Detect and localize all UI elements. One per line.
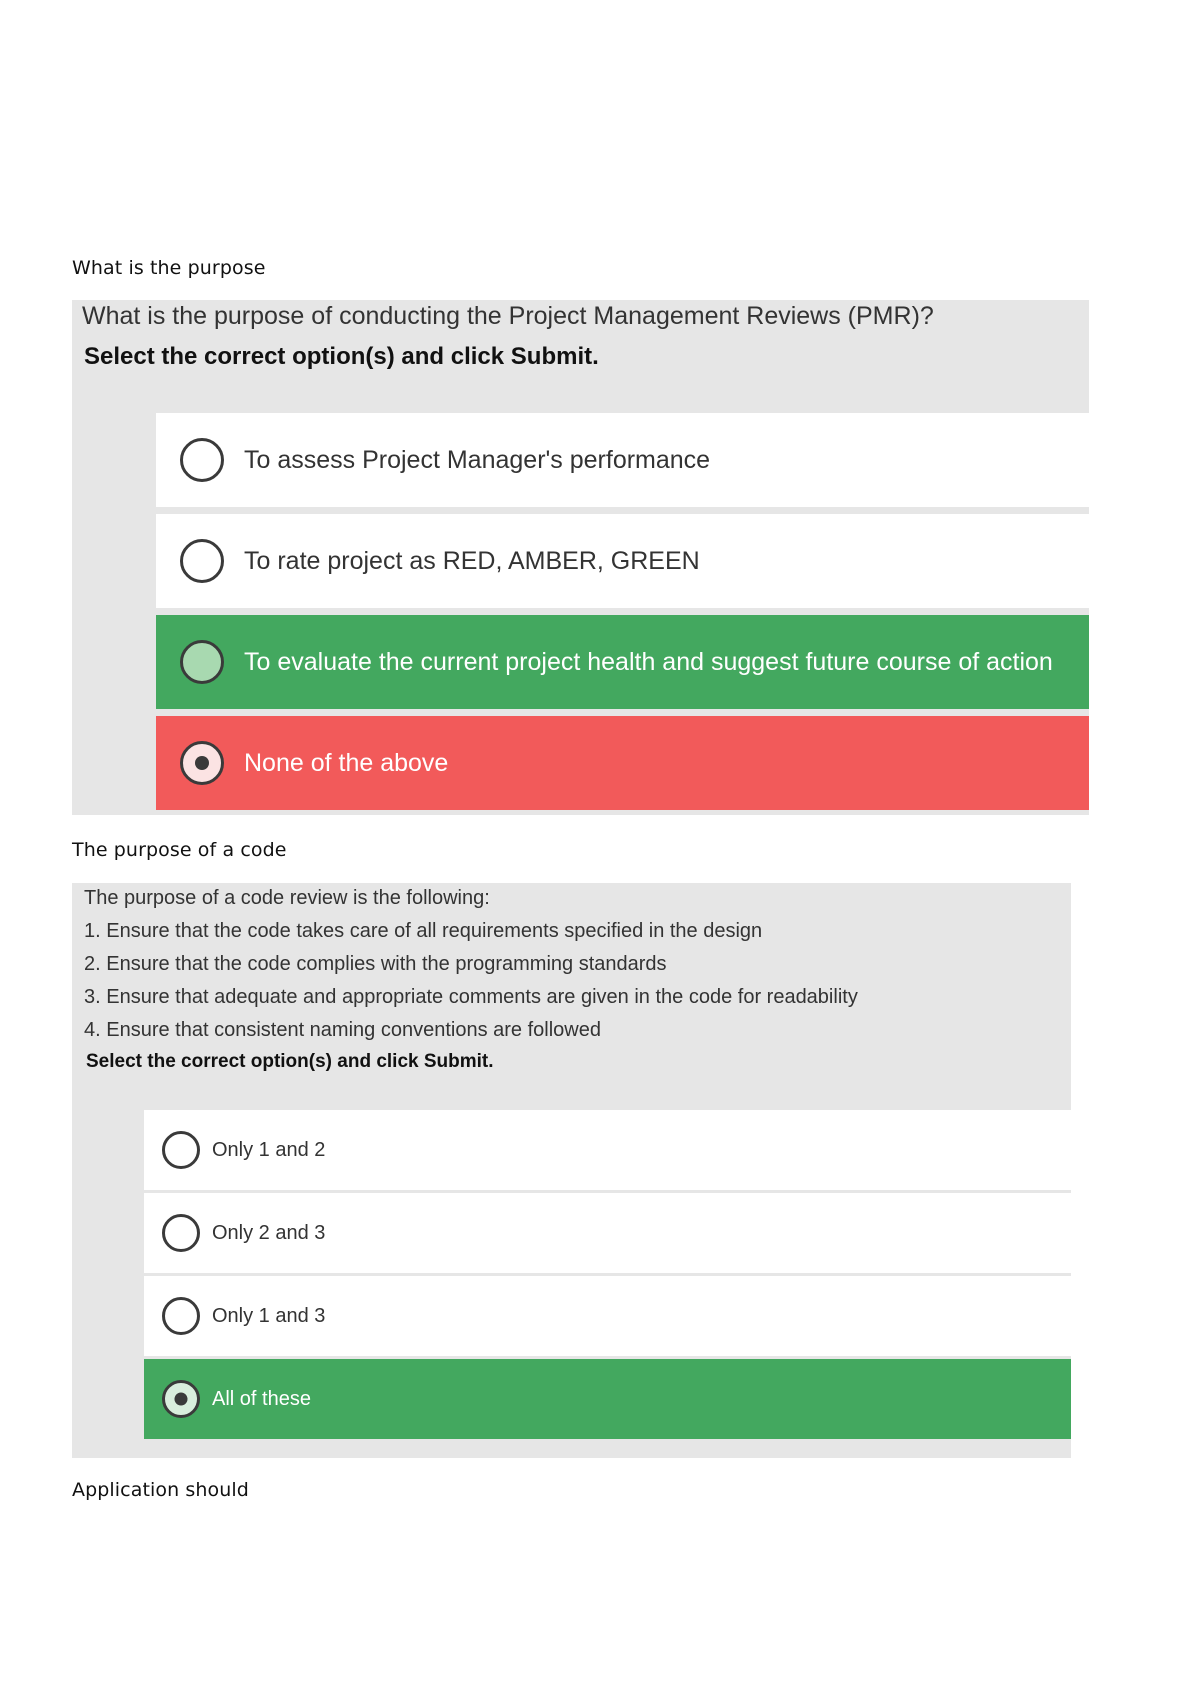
question-line: 2. Ensure that the code complies with the programming standards <box>84 953 667 975</box>
question-instruction: Select the correct option(s) and click Submit. <box>84 343 599 370</box>
radio-unselected-icon[interactable] <box>162 1131 200 1169</box>
question-text: What is the purpose of conducting the Project Management Reviews (PMR)? <box>82 302 934 330</box>
quiz-screenshot-pmr <box>72 300 1089 815</box>
radio-unselected-icon[interactable] <box>162 1297 200 1335</box>
option-label: To evaluate the current project health and suggest future course of action <box>244 647 1053 676</box>
caption-application-should: Application should <box>72 1479 249 1501</box>
option-label: To rate project as RED, AMBER, GREEN <box>244 546 700 575</box>
option-rate-project[interactable] <box>156 514 1089 608</box>
option-label: Only 2 and 3 <box>212 1221 326 1244</box>
quiz-screenshot-code-review <box>72 883 1071 1458</box>
radio-unselected-icon[interactable] <box>180 640 224 684</box>
option-all-of-these[interactable] <box>144 1359 1071 1439</box>
caption-what-is-the-purpose: What is the purpose <box>72 257 266 279</box>
radio-unselected-icon[interactable] <box>180 438 224 482</box>
radio-unselected-icon[interactable] <box>180 539 224 583</box>
caption-the-purpose-of-a-code: The purpose of a code <box>72 839 287 861</box>
option-none-of-the-above[interactable] <box>156 716 1089 810</box>
question-line: The purpose of a code review is the following: <box>84 887 490 909</box>
question-line: 3. Ensure that adequate and appropriate comments are given in the code for readability <box>84 986 858 1008</box>
option-only-1-and-3[interactable] <box>144 1276 1071 1356</box>
option-label: None of the above <box>244 748 449 777</box>
option-label: All of these <box>212 1387 311 1410</box>
option-only-2-and-3[interactable] <box>144 1193 1071 1273</box>
option-label: To assess Project Manager's performance <box>244 445 711 474</box>
option-label: Only 1 and 3 <box>212 1304 326 1327</box>
option-only-1-and-2[interactable] <box>144 1110 1071 1190</box>
question-instruction: Select the correct option(s) and click Submit. <box>86 1051 494 1072</box>
question-line: 1. Ensure that the code takes care of all requirements specified in the design <box>84 920 763 942</box>
radio-selected-icon[interactable] <box>180 741 224 785</box>
option-label: Only 1 and 2 <box>212 1138 326 1161</box>
radio-selected-icon[interactable] <box>162 1380 200 1418</box>
question-line: 4. Ensure that consistent naming conventions are followed <box>84 1019 601 1041</box>
option-assess-pm-performance[interactable] <box>156 413 1089 507</box>
radio-unselected-icon[interactable] <box>162 1214 200 1252</box>
option-evaluate-project-health[interactable] <box>156 615 1089 709</box>
